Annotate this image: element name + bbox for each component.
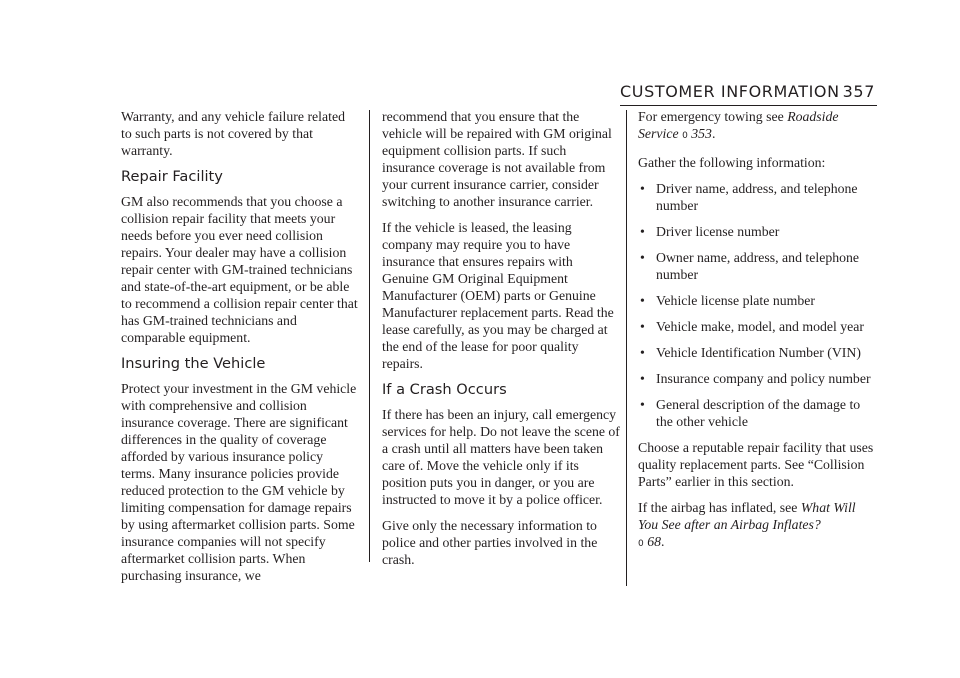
- list-item-text: Driver name, address, and telephone number: [656, 181, 858, 213]
- list-item-text: Driver license number: [656, 224, 780, 239]
- choose-facility-paragraph: Choose a reputable repair facility that uses quality replacement parts. See “Collision Parts” earlier in this section.: [638, 440, 874, 489]
- list-item: [638, 180, 878, 214]
- list-item: [638, 370, 878, 387]
- header-rule: [620, 105, 877, 106]
- list-item-text: Vehicle license plate number: [656, 293, 815, 308]
- roadside-service-page[interactable]: 353: [691, 126, 712, 141]
- bullet-icon: •: [640, 345, 645, 360]
- bullet-icon: •: [640, 371, 645, 386]
- bullet-icon: •: [640, 224, 645, 239]
- column-divider-2: [626, 110, 627, 586]
- gather-info-paragraph: Gather the following information:: [638, 155, 826, 170]
- injury-paragraph: If there has been an injury, call emergency services for help. Do not leave the scene of a crash until all matters have been taken care of. Move the vehicle only if its position puts you in danger, or you are instructed to move it by a police officer.: [382, 407, 620, 507]
- page-number: 357: [842, 82, 875, 101]
- repair-facility-paragraph: GM also recommends that you choose a collision repair facility that meets your needs before you ever need collision repairs. Your dealer may have a collision repair center with GM-trained technicians and state-of-the-art equipment, or be able to recommend a collision repair center that has GM-trained technicians and comparable equipment.: [121, 194, 358, 345]
- list-item-text: General description of the damage to the other vehicle: [656, 397, 861, 429]
- information-list: [638, 180, 878, 430]
- recommend-paragraph: recommend that you ensure that the vehicle will be repaired with GM original equipment collision parts. If such insurance coverage is not available from your current insurance carrier, consider switching to another insurance carrier.: [382, 109, 612, 209]
- list-item-text: Vehicle make, model, and model year: [656, 319, 865, 334]
- list-item: [638, 344, 878, 361]
- column-1: [121, 108, 359, 593]
- crash-occurs-heading: If a Crash Occurs: [382, 381, 507, 398]
- column-2: [382, 108, 620, 577]
- page-header: [620, 82, 877, 104]
- repair-facility-heading: Repair Facility: [121, 168, 223, 185]
- list-item: [638, 223, 878, 240]
- towing-text: For emergency towing see: [638, 109, 788, 124]
- section-title: CUSTOMER INFORMATION: [620, 82, 840, 101]
- airbag-inflates-link[interactable]: What Will You See after an Airbag Inflates?: [638, 500, 856, 532]
- airbag-period: .: [660, 534, 665, 549]
- list-item: [638, 249, 878, 283]
- airbag-paragraph: [638, 499, 878, 553]
- list-item: [638, 396, 878, 430]
- insuring-vehicle-paragraph: Protect your investment in the GM vehicle with comprehensive and collision insurance coverage. There are significant differences in the quality of coverage afforded by various insurance policy terms. Many insurance policies provide reduced protection to the GM vehicle by limiting compensation for damage repairs by using aftermarket collision parts. Some insurance companies will not specify aftermarket collision parts. When purchasing insurance, we: [121, 381, 357, 583]
- list-item: [638, 292, 878, 309]
- warranty-paragraph: Warranty, and any vehicle failure related to such parts is not covered by that warranty.: [121, 109, 345, 158]
- roadside-service-link[interactable]: Roadside Service: [638, 109, 839, 141]
- airbag-text: If the airbag has inflated, see: [638, 500, 801, 515]
- list-item-text: Vehicle Identification Number (VIN): [656, 345, 861, 360]
- airbag-inflates-page[interactable]: 68: [647, 534, 661, 549]
- page-ref-icon: 0: [682, 131, 688, 141]
- necessary-info-paragraph: Give only the necessary information to police and other parties involved in the crash.: [382, 518, 598, 567]
- insuring-vehicle-heading: Insuring the Vehicle: [121, 355, 266, 372]
- bullet-icon: •: [640, 319, 645, 334]
- bullet-icon: •: [640, 397, 645, 412]
- list-item-text: Owner name, address, and telephone number: [656, 250, 860, 282]
- towing-paragraph: [638, 108, 878, 145]
- list-item-text: Insurance company and policy number: [656, 371, 871, 386]
- list-item: [638, 318, 878, 335]
- towing-period: .: [711, 126, 716, 141]
- bullet-icon: •: [640, 293, 645, 308]
- bullet-icon: •: [640, 181, 645, 196]
- bullet-icon: •: [640, 250, 645, 265]
- column-divider-1: [369, 110, 370, 562]
- column-3: [638, 108, 878, 562]
- page-ref-icon: 0: [638, 539, 644, 549]
- leased-paragraph: If the vehicle is leased, the leasing company may require you to have insurance that ensures repairs with Genuine GM Original Equipment Manufacturer (OEM) parts or Genuine Manufacturer replacement parts. Read the lease carefully, as you may be charged at the end of the lease for poor quality repairs.: [382, 220, 614, 371]
